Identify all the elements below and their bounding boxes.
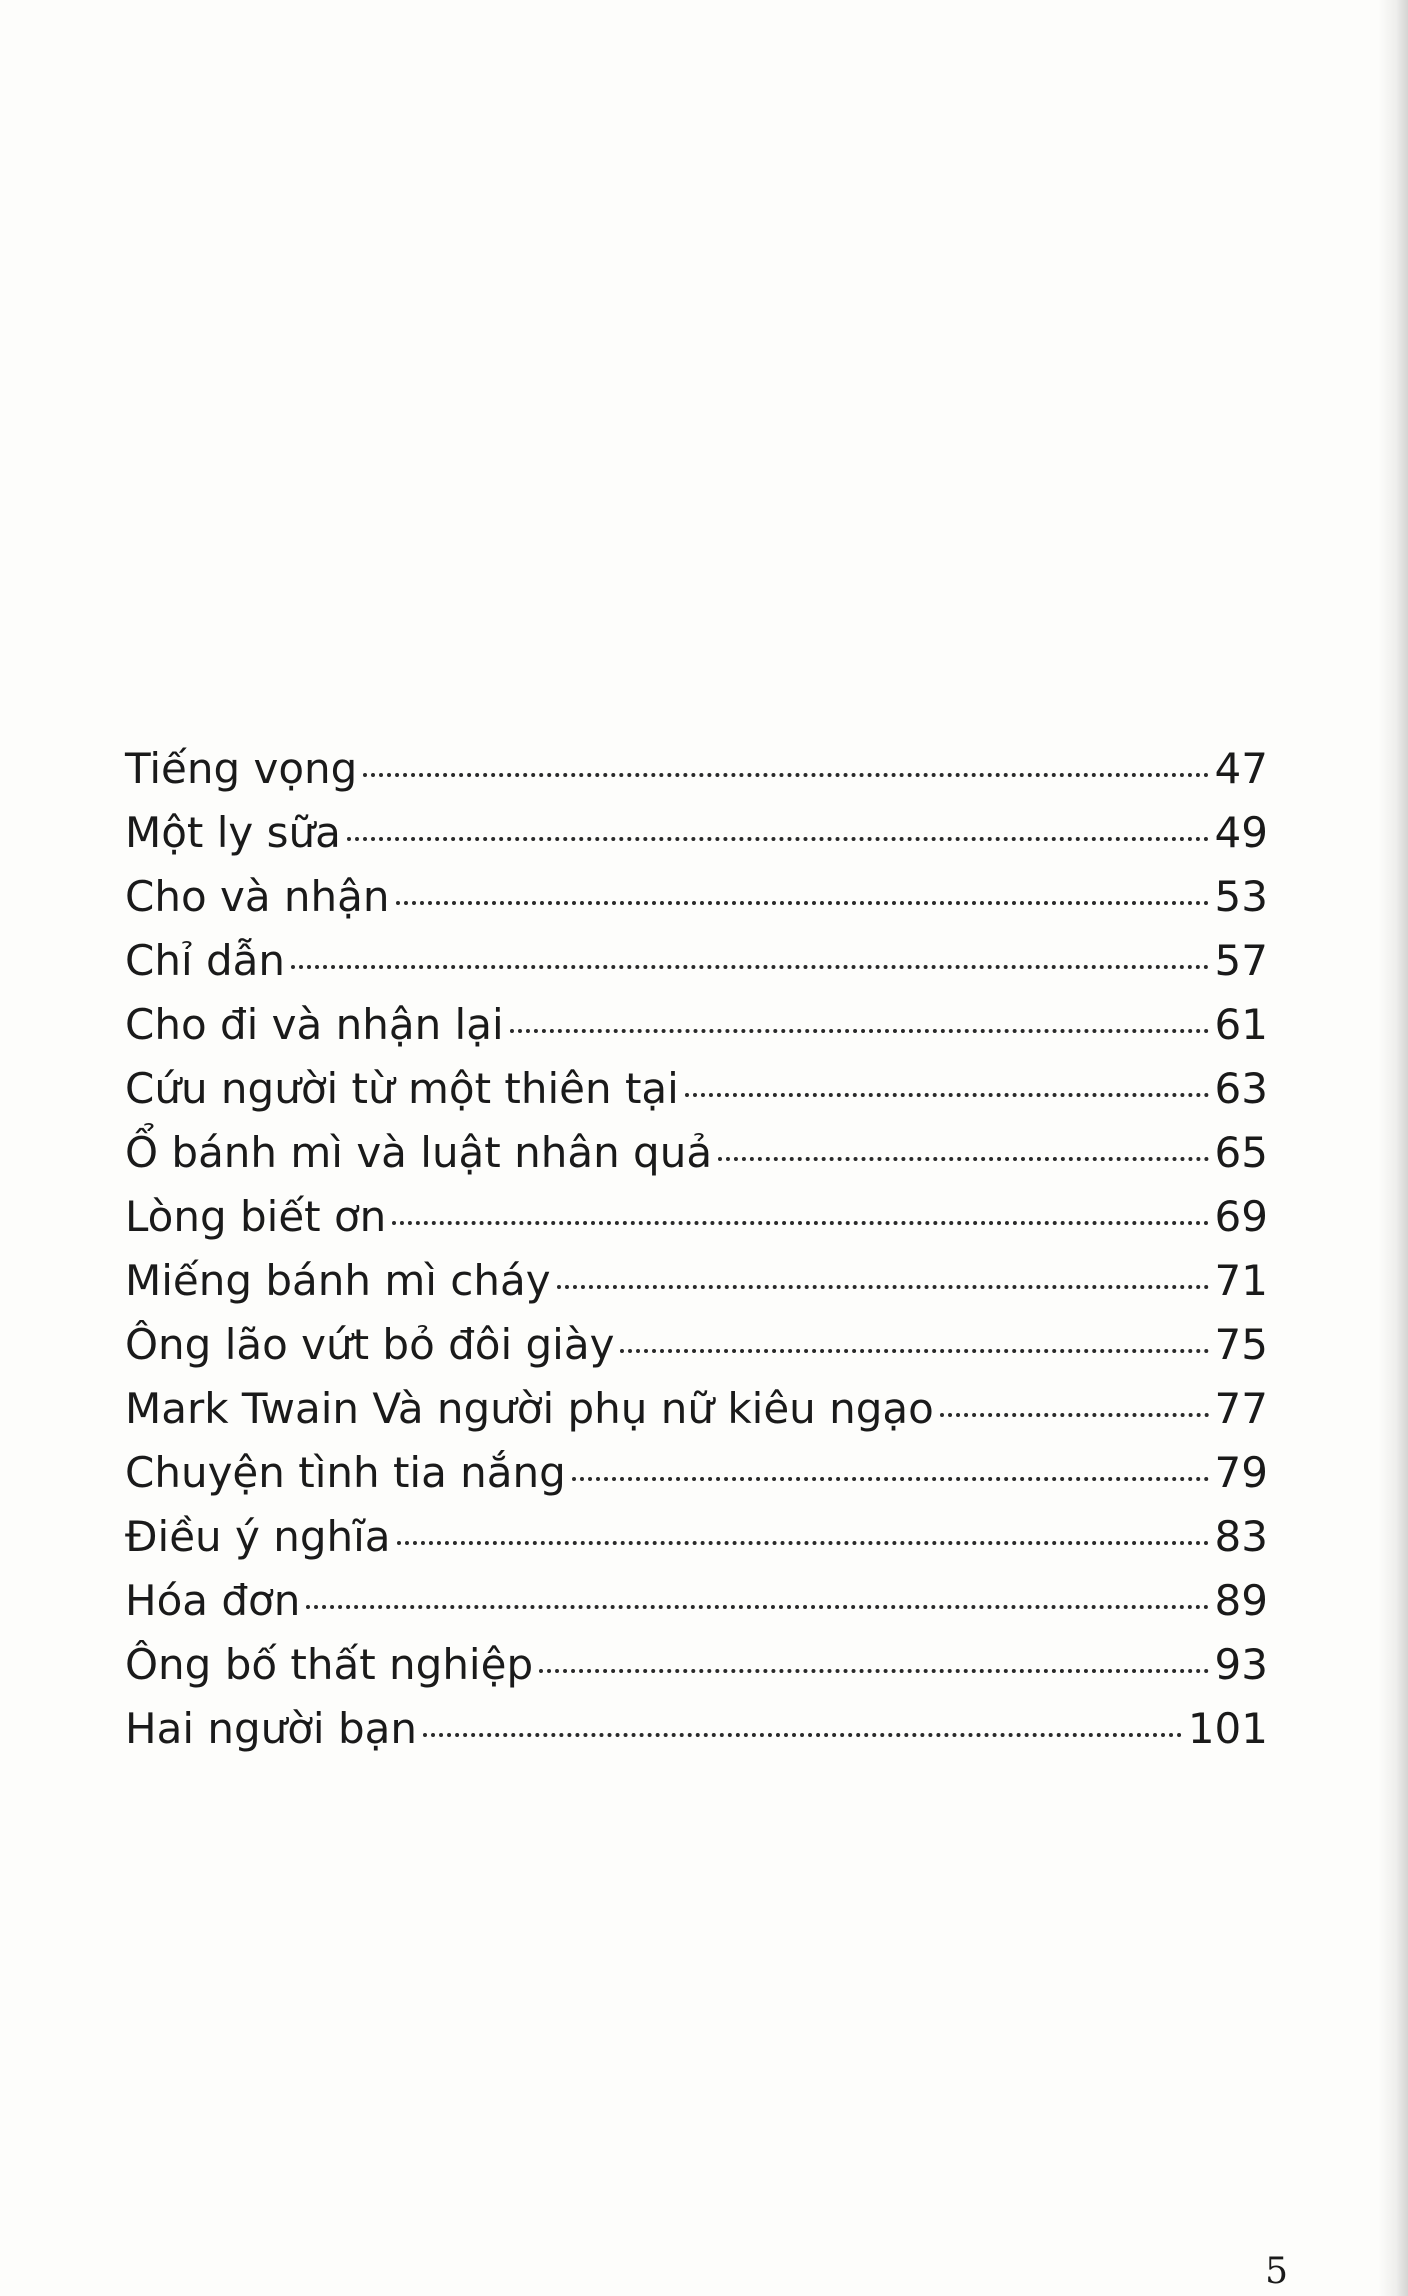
dot-leader — [539, 1669, 1208, 1673]
toc-entry-page: 63 — [1214, 1064, 1268, 1113]
toc-entry — [125, 1121, 1268, 1185]
toc-entry-title: Mark Twain Và người phụ nữ kiêu ngạo — [125, 1384, 934, 1433]
toc-entry-title: Ổ bánh mì và luật nhân quả — [125, 1128, 713, 1177]
toc-entry-page: 83 — [1214, 1512, 1268, 1561]
page-edge-shadow — [1378, 0, 1408, 2296]
toc-entry-title: Một ly sữa — [125, 808, 341, 857]
dot-leader — [620, 1349, 1208, 1353]
dot-leader — [685, 1093, 1209, 1097]
dot-leader — [347, 837, 1209, 841]
dot-leader — [291, 965, 1209, 969]
dot-leader — [392, 1221, 1208, 1225]
dot-leader — [940, 1413, 1209, 1417]
dot-leader — [718, 1157, 1208, 1161]
toc-entry-page: 101 — [1187, 1704, 1268, 1753]
toc-entry-title: Chuyện tình tia nắng — [125, 1448, 566, 1497]
toc-entry — [125, 1377, 1268, 1441]
toc-entry-title: Ông lão vứt bỏ đôi giày — [125, 1320, 615, 1369]
toc-entry-page: 69 — [1214, 1192, 1268, 1241]
toc-entry — [125, 1057, 1268, 1121]
toc-entry — [125, 1633, 1268, 1697]
toc-entry-page: 71 — [1214, 1256, 1268, 1305]
toc-entry — [125, 993, 1268, 1057]
toc-entry — [125, 1505, 1268, 1569]
toc-entry-title: Miếng bánh mì cháy — [125, 1256, 551, 1305]
dot-leader — [396, 901, 1209, 905]
toc-entry-title: Hóa đơn — [125, 1576, 301, 1625]
toc-entry-title: Hai người bạn — [125, 1704, 417, 1753]
dot-leader — [363, 773, 1208, 777]
dot-leader — [510, 1029, 1209, 1033]
toc-entry-title: Cho đi và nhận lại — [125, 1000, 504, 1049]
toc-entry-page: 47 — [1214, 744, 1268, 793]
toc-entry-page: 65 — [1214, 1128, 1268, 1177]
toc-entry-title: Cho và nhận — [125, 872, 390, 921]
toc-entry — [125, 1249, 1268, 1313]
dot-leader — [572, 1477, 1209, 1481]
toc-entry-page: 61 — [1214, 1000, 1268, 1049]
dot-leader — [557, 1285, 1209, 1289]
toc-entry-page: 79 — [1214, 1448, 1268, 1497]
toc-entry-title: Ông bố thất nghiệp — [125, 1640, 534, 1689]
toc-entry-page: 89 — [1214, 1576, 1268, 1625]
toc-entry-page: 93 — [1214, 1640, 1268, 1689]
toc-entry-title: Tiếng vọng — [125, 744, 358, 793]
toc-entry — [125, 929, 1268, 993]
toc-entry — [125, 1441, 1268, 1505]
dot-leader — [397, 1541, 1209, 1545]
toc-entry-title: Cứu người từ một thiên tại — [125, 1064, 679, 1113]
toc-entry-page: 57 — [1214, 936, 1268, 985]
table-of-contents — [125, 737, 1268, 1761]
toc-entry — [125, 865, 1268, 929]
toc-entry — [125, 1185, 1268, 1249]
toc-entry-page: 75 — [1214, 1320, 1268, 1369]
dot-leader — [306, 1605, 1208, 1609]
toc-entry-page: 77 — [1214, 1384, 1268, 1433]
dot-leader — [423, 1733, 1182, 1737]
toc-entry-title: Điều ý nghĩa — [125, 1512, 391, 1561]
page-number: 5 — [1265, 2251, 1288, 2292]
toc-entry — [125, 801, 1268, 865]
toc-entry-page: 49 — [1214, 808, 1268, 857]
toc-entry — [125, 1697, 1268, 1761]
toc-entry-title: Lòng biết ơn — [125, 1192, 387, 1241]
toc-entry-title: Chỉ dẫn — [125, 936, 285, 985]
toc-entry-page: 53 — [1214, 872, 1268, 921]
toc-entry — [125, 1569, 1268, 1633]
toc-entry — [125, 737, 1268, 801]
toc-entry — [125, 1313, 1268, 1377]
